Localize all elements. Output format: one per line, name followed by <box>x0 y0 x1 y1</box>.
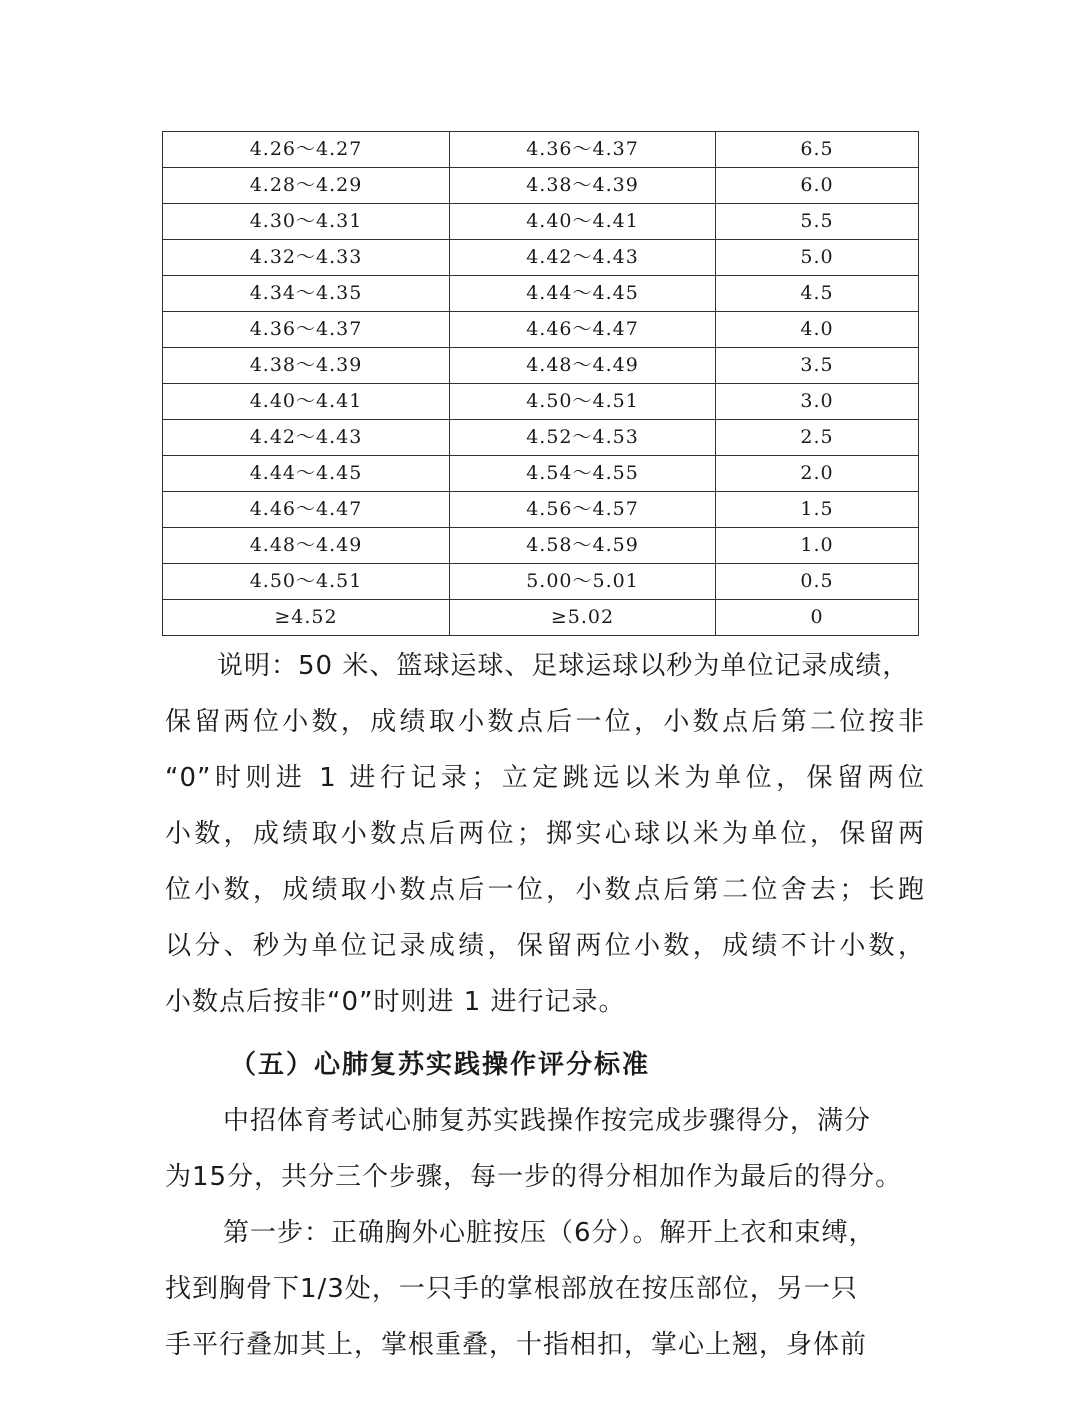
girls-range-cell: ≥5.02 <box>450 600 716 636</box>
note-line: 保留两位小数，成绩取小数点后一位，小数点后第二位按非 <box>165 707 925 737</box>
girls-range-cell: 4.38～4.39 <box>450 168 716 204</box>
table-row <box>163 384 919 420</box>
table-row <box>163 276 919 312</box>
boys-range-cell: 4.36～4.37 <box>163 312 450 348</box>
boys-range-cell: 4.38～4.39 <box>163 348 450 384</box>
score-cell: 2.0 <box>716 456 919 492</box>
note-line: “0”时则进 1 进行记录；立定跳远以米为单位，保留两位 <box>165 763 925 793</box>
boys-range-cell: 4.34～4.35 <box>163 276 450 312</box>
boys-range-cell: ≥4.52 <box>163 600 450 636</box>
table-row <box>163 420 919 456</box>
section-heading: （五）心肺复苏实践操作评分标准 <box>230 1050 651 1080</box>
boys-range-cell: 4.32～4.33 <box>163 240 450 276</box>
girls-range-cell: 4.46～4.47 <box>450 312 716 348</box>
body-paragraph <box>165 1093 925 1373</box>
score-cell: 3.0 <box>716 384 919 420</box>
score-cell: 1.5 <box>716 492 919 528</box>
body-line: 为15分，共分三个步骤，每一步的得分相加作为最后的得分。 <box>165 1162 903 1192</box>
boys-range-cell: 4.46～4.47 <box>163 492 450 528</box>
girls-range-cell: 4.52～4.53 <box>450 420 716 456</box>
score-cell: 0 <box>716 600 919 636</box>
note-line: 小数点后按非“0”时则进 1 进行记录。 <box>165 987 626 1017</box>
table-row <box>163 564 919 600</box>
boys-range-cell: 4.40～4.41 <box>163 384 450 420</box>
score-cell: 2.5 <box>716 420 919 456</box>
score-cell: 0.5 <box>716 564 919 600</box>
note-line: 小数，成绩取小数点后两位；掷实心球以米为单位，保留两 <box>165 819 925 849</box>
table-row <box>163 492 919 528</box>
body-line: 中招体育考试心肺复苏实践操作按完成步骤得分，满分 <box>223 1106 872 1136</box>
girls-range-cell: 4.54～4.55 <box>450 456 716 492</box>
table-row <box>163 132 919 168</box>
score-cell: 6.0 <box>716 168 919 204</box>
table-row <box>163 240 919 276</box>
table-row <box>163 528 919 564</box>
girls-range-cell: 4.36～4.37 <box>450 132 716 168</box>
girls-range-cell: 4.48～4.49 <box>450 348 716 384</box>
boys-range-cell: 4.42～4.43 <box>163 420 450 456</box>
score-cell: 1.0 <box>716 528 919 564</box>
score-cell: 6.5 <box>716 132 919 168</box>
table-row <box>163 600 919 636</box>
table-row <box>163 456 919 492</box>
boys-range-cell: 4.30～4.31 <box>163 204 450 240</box>
table-row <box>163 168 919 204</box>
girls-range-cell: 4.42～4.43 <box>450 240 716 276</box>
score-cell: 3.5 <box>716 348 919 384</box>
note-line: 说明：50 米、篮球运球、足球运球以秒为单位记录成绩， <box>217 651 910 681</box>
boys-range-cell: 4.28～4.29 <box>163 168 450 204</box>
table-row <box>163 312 919 348</box>
body-line: 找到胸骨下1/3处，一只手的掌根部放在按压部位，另一只 <box>165 1274 858 1304</box>
girls-range-cell: 4.50～4.51 <box>450 384 716 420</box>
note-line: 位小数，成绩取小数点后一位，小数点后第二位舍去；长跑 <box>165 875 925 905</box>
boys-range-cell: 4.26～4.27 <box>163 132 450 168</box>
score-cell: 4.0 <box>716 312 919 348</box>
body-line: 第一步：正确胸外心脏按压（6分）。解开上衣和束缚， <box>223 1218 876 1248</box>
table-row <box>163 348 919 384</box>
girls-range-cell: 4.56～4.57 <box>450 492 716 528</box>
boys-range-cell: 4.48～4.49 <box>163 528 450 564</box>
body-line: 手平行叠加其上，掌根重叠，十指相扣，掌心上翘，身体前 <box>165 1330 868 1360</box>
girls-range-cell: 5.00～5.01 <box>450 564 716 600</box>
score-cell: 5.5 <box>716 204 919 240</box>
girls-range-cell: 4.58～4.59 <box>450 528 716 564</box>
score-cell: 4.5 <box>716 276 919 312</box>
table-row <box>163 204 919 240</box>
note-paragraph <box>165 638 925 1030</box>
note-line: 以分、秒为单位记录成绩，保留两位小数，成绩不计小数， <box>165 931 925 961</box>
girls-range-cell: 4.44～4.45 <box>450 276 716 312</box>
score-table <box>162 131 919 636</box>
boys-range-cell: 4.44～4.45 <box>163 456 450 492</box>
score-cell: 5.0 <box>716 240 919 276</box>
girls-range-cell: 4.40～4.41 <box>450 204 716 240</box>
boys-range-cell: 4.50～4.51 <box>163 564 450 600</box>
